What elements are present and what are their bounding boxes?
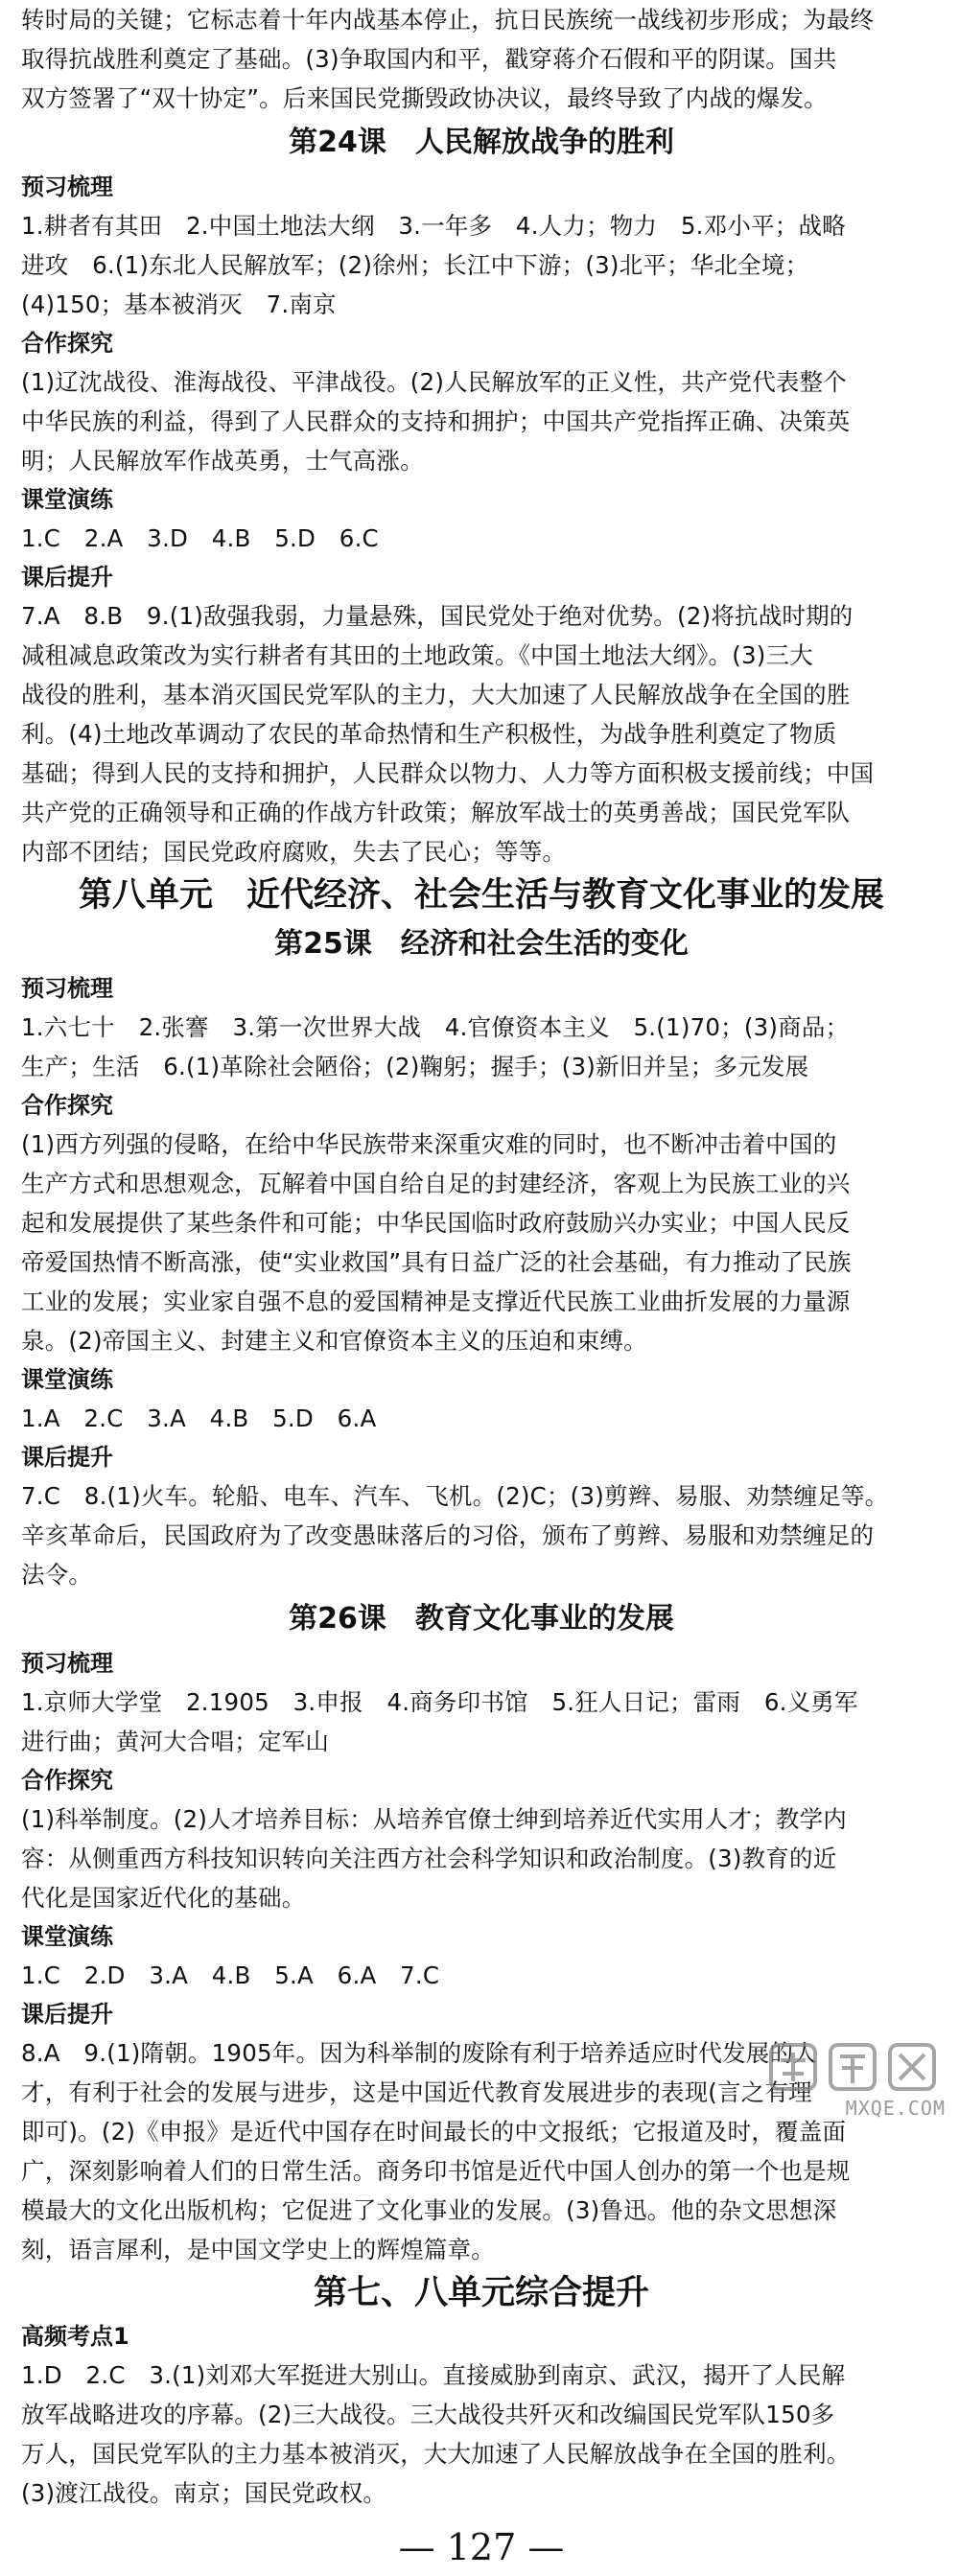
text-line: 1.六七十 2.张謇 3.第一次世界大战 4.官僚资本主义 5.(1)70；(3)商品； [21,1013,850,1041]
lesson-title: 第26课 教育文化事业的发展 [289,1602,674,1636]
text-line: 工业的发展；实业家自强不息的爱国精神是支撑近代民族工业曲折发展的力量源 [21,1288,851,1315]
text-line: 利。(4)土地改革调动了农民的革命热情和生产积极性，为战争胜利奠定了物质 [21,720,837,748]
text-line: 取得抗战胜利奠定了基础。(3)争取国内和平，戳穿蒋介石假和平的阴谋。国共 [21,45,837,73]
lesson-title: 第25课 经济和社会生活的变化 [274,927,689,961]
text-line: 战役的胜利，基本消灭国民党军队的主力，大大加速了人民解放战争在全国的胜 [21,681,851,708]
text-line: 进攻 6.(1)东北人民解放军；(2)徐州；长江中下游；(3)北平；华北全境； [21,251,809,279]
page-number: — 127 — [398,2526,565,2568]
text-line: 模最大的文化出版机构；它促进了文化事业的发展。(3)鲁迅。他的杂文思想深 [21,2196,837,2224]
text-line: 起和发展提供了某些条件和可能；中华民国临时政府鼓励兴办实业；中国人民反 [21,1209,851,1237]
text-line: (4)150；基本被消灭 7.南京 [21,290,337,318]
section-heading: 课堂演练 [21,486,113,513]
page-content [21,0,942,2513]
section-heading: 预习梳理 [21,174,113,200]
text-line: 刻，语言犀利，是中国文学史上的辉煌篇章。 [21,2236,495,2263]
text-line: 泉。(2)帝国主义、封建主义和官僚资本主义的压迫和束缚。 [21,1327,647,1355]
text-line: 内部不团结；国民党政府腐败，失去了民心；等等。 [21,838,567,866]
text-line: 帝爱国热情不断高涨，使“实业救国”具有日益广泛的社会基础，有力推动了民族 [21,1248,852,1276]
section-heading: 合作探究 [21,330,113,357]
text-line: 1.耕者有其田 2.中国土地法大纲 3.一年多 4.人力；物力 5.邓小平；战略 [21,212,846,240]
text-line: 放军战略进攻的序幕。(2)三大战役。三大战役共歼灭和改编国民党军队150多 [21,2401,835,2428]
answer-page [21,0,942,2576]
text-line: 双方签署了“双十协定”。后来国民党撕毁政协决议，最终导致了内战的爆发。 [21,84,828,112]
text-line: 容：从侧重西方科技知识转向关注西方社会科学知识和政治制度。(3)教育的近 [21,1845,837,1872]
text-line: 8.A 9.(1)隋朝。1905年。因为科举制的废除有利于培养适应时代发展的人 [21,2039,817,2067]
text-line: 转时局的关键；它标志着十年内战基本停止，抗日民族统一战线初步形成；为最终 [21,6,875,34]
text-line: 1.A 2.C 3.A 4.B 5.D 6.A [21,1404,377,1432]
text-line: 广，深刻影响着人们的日常生活。商务印书馆是近代中国人创办的第一个也是规 [21,2157,851,2185]
text-line: 生产；生活 6.(1)革除社会陋俗；(2)鞠躬；握手；(3)新旧并呈；多元发展 [21,1053,809,1080]
text-line: 1.C 2.D 3.A 4.B 5.A 6.A 7.C [21,1961,440,1989]
text-line: 共产党的正确领导和正确的作战方针政策；解放军战士的英勇善战；国民党军队 [21,799,851,826]
section-heading: 课后提升 [21,564,113,591]
unit-title: 第七、八单元综合提升 [313,2274,649,2312]
text-line: 才，有利于社会的发展与进步，这是中国近代教育发展进步的表现(言之有理 [21,2078,812,2106]
section-heading: 合作探究 [21,1767,113,1794]
watermark-text: MXQE.COM [845,2097,946,2120]
text-line: 辛亥革命后，民国政府为了改变愚昧落后的习俗，颁布了剪辫、易服和劝禁缠足的 [21,1521,875,1549]
section-heading: 合作探究 [21,1092,113,1119]
text-line: 生产方式和思想观念，瓦解着中国自给自足的封建经济，客观上为民族工业的兴 [21,1170,851,1197]
text-line: 7.C 8.(1)火车。轮船、电车、汽车、飞机。(2)C；(3)剪辫、易服、劝禁缠足等。 [21,1482,889,1510]
text-line: 减租减息政策改为实行耕者有其田的土地政策。《中国土地法大纲》。(3)三大 [21,641,813,669]
text-line: 代化是国家近代化的基础。 [21,1884,306,1912]
section-heading: 课后提升 [21,1444,113,1471]
section-heading: 课后提升 [21,2001,113,2028]
section-heading: 预习梳理 [21,1650,113,1677]
watermark-logo [763,2041,946,2120]
text-line: (1)科举制度。(2)人才培养目标：从培养官僚士绅到培养近代实用人才；教学内 [21,1805,848,1833]
section-heading: 课堂演练 [21,1923,113,1950]
text-line: 万人，国民党军队的主力基本被消灭，大大加速了人民解放战争在全国的胜利。 [21,2440,851,2468]
text-line: 进行曲；黄河大合唱；定军山 [21,1728,330,1755]
text-line: 即可)。(2)《申报》是近代中国存在时间最长的中文报纸；它报道及时，覆盖面 [21,2118,847,2146]
section-heading: 预习梳理 [21,975,113,1002]
text-line: 基础；得到人民的支持和拥护，人民群众以物力、人力等方面积极支援前线；中国 [21,759,875,787]
text-line: 1.D 2.C 3.(1)刘邓大军挺进大别山。直接威胁到南京、武汉，揭开了人民解 [21,2361,846,2389]
text-line: (1)西方列强的侵略，在给中华民族带来深重灾难的同时，也不断冲击着中国的 [21,1130,837,1158]
text-line: 1.C 2.A 3.D 4.B 5.D 6.C [21,524,379,552]
text-line: 法令。 [21,1561,93,1589]
text-line: (3)渡江战役。南京；国民党政权。 [21,2479,387,2507]
text-line: (1)辽沈战役、淮海战役、平津战役。(2)人民解放军的正义性，共产党代表整个 [21,368,848,396]
section-heading: 课堂演练 [21,1366,113,1393]
section-heading: 高频考点1 [21,2323,129,2350]
text-line: 中华民族的利益，得到了人民群众的支持和拥护；中国共产党指挥正确、决策英 [21,407,851,435]
text-line: 1.京师大学堂 2.1905 3.申报 4.商务印书馆 5.狂人日记；雷雨 6.义勇军 [21,1688,858,1716]
text-line: 明；人民解放军作战英勇，士气高涨。 [21,447,424,475]
text-line: 7.A 8.B 9.(1)敌强我弱，力量悬殊，国民党处于绝对优势。(2)将抗战时期的 [21,602,854,630]
lesson-title: 第24课 人民解放战争的胜利 [289,126,674,159]
unit-title: 第八单元 近代经济、社会生活与教育文化事业的发展 [78,876,884,915]
